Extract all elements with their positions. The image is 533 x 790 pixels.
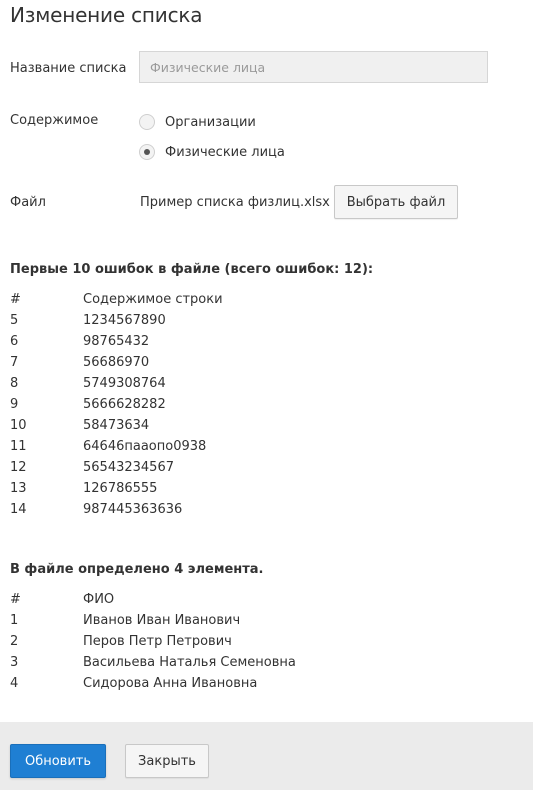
radio-option-individuals[interactable]	[139, 142, 285, 162]
radio-individuals-label: Физические лица	[165, 144, 285, 160]
elements-table	[10, 589, 296, 694]
elements-col-number: #	[10, 592, 21, 607]
error-row	[10, 331, 223, 352]
element-row	[10, 673, 296, 694]
error-row	[10, 394, 223, 415]
error-row	[10, 373, 223, 394]
error-row-number: 11	[10, 439, 27, 454]
errors-col-content: Содержимое строки	[83, 292, 223, 307]
elements-heading: В файле определено 4 элемента.	[10, 562, 264, 577]
error-row-value: 5749308764	[83, 376, 166, 391]
elements-col-fio: ФИО	[83, 592, 115, 607]
choose-file-button[interactable]: Выбрать файл	[334, 185, 458, 219]
file-name: Пример списка физлиц.xlsx	[140, 195, 330, 210]
error-row-number: 8	[10, 376, 19, 391]
errors-table	[10, 289, 223, 520]
content-label: Содержимое	[10, 113, 99, 128]
element-row-number: 2	[10, 634, 19, 649]
errors-heading: Первые 10 ошибок в файле (всего ошибок: 12):	[10, 262, 374, 277]
element-row-value: Васильева Наталья Семеновна	[83, 655, 296, 670]
errors-header-row	[10, 289, 223, 310]
radio-individuals[interactable]	[139, 144, 155, 160]
element-row-value: Иванов Иван Иванович	[83, 613, 241, 628]
error-row-value: 126786555	[83, 481, 158, 496]
element-row-value: Сидорова Анна Ивановна	[83, 676, 258, 691]
error-row	[10, 499, 223, 520]
error-row	[10, 478, 223, 499]
error-row	[10, 415, 223, 436]
element-row	[10, 631, 296, 652]
element-row-value: Перов Петр Петрович	[83, 634, 232, 649]
error-row	[10, 352, 223, 373]
radio-organizations-label: Организации	[165, 114, 256, 130]
error-row-number: 7	[10, 355, 19, 370]
error-row-value: 987445363636	[83, 502, 183, 517]
error-row-value: 56686970	[83, 355, 150, 370]
element-row	[10, 652, 296, 673]
error-row	[10, 436, 223, 457]
element-row-number: 1	[10, 613, 19, 628]
list-name-label: Название списка	[10, 61, 127, 76]
file-label: Файл	[10, 195, 46, 210]
error-row-number: 13	[10, 481, 27, 496]
error-row	[10, 457, 223, 478]
dialog-footer	[0, 722, 533, 790]
error-row-number: 14	[10, 502, 27, 517]
errors-col-number: #	[10, 292, 21, 307]
error-row-number: 12	[10, 460, 27, 475]
radio-organizations[interactable]	[139, 114, 155, 130]
element-row-number: 4	[10, 676, 19, 691]
error-row-value: 64646паaопо0938	[83, 439, 207, 454]
error-row-value: 5666628282	[83, 397, 166, 412]
error-row-number: 5	[10, 313, 19, 328]
elements-header-row	[10, 589, 296, 610]
error-row-number: 9	[10, 397, 19, 412]
error-row-value: 56543234567	[83, 460, 174, 475]
close-button[interactable]: Закрыть	[125, 744, 209, 778]
radio-option-organizations[interactable]	[139, 112, 256, 132]
update-button[interactable]: Обновить	[10, 744, 106, 778]
error-row	[10, 310, 223, 331]
error-row-value: 58473634	[83, 418, 150, 433]
error-row-value: 98765432	[83, 334, 150, 349]
dialog-title: Изменение списка	[10, 3, 203, 27]
element-row-number: 3	[10, 655, 19, 670]
list-name-input[interactable]	[139, 51, 488, 83]
error-row-number: 10	[10, 418, 27, 433]
error-row-value: 1234567890	[83, 313, 166, 328]
element-row	[10, 610, 296, 631]
error-row-number: 6	[10, 334, 19, 349]
